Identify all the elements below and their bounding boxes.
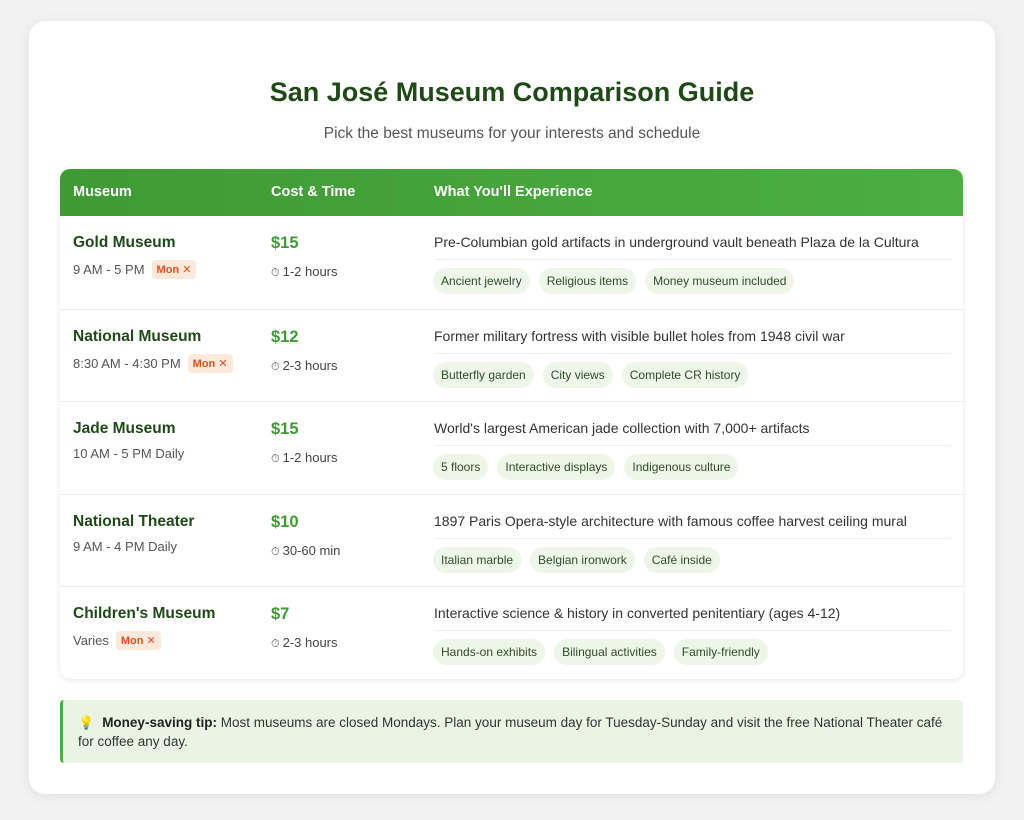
museum-cost: $15 <box>271 234 299 252</box>
experience-tag: Ancient jewelry <box>433 268 530 294</box>
experience-tag: Italian marble <box>433 547 521 573</box>
experience-tag: Indigenous culture <box>624 454 738 480</box>
museum-hours <box>73 354 233 373</box>
stopwatch-icon: ⏱ <box>271 453 280 466</box>
museum-hours <box>73 631 161 650</box>
experience-description: Former military fortress with visible bullet holes from 1948 civil war <box>434 327 845 344</box>
stopwatch-icon: ⏱ <box>271 267 280 279</box>
table-body <box>60 216 963 679</box>
museum-name: Jade Museum <box>73 420 176 438</box>
hours-text: 9 AM - 4 PM Daily <box>73 538 178 554</box>
experience-description: World's largest American jade collection with 7,000+ artifacts <box>434 420 810 437</box>
experience-tags <box>433 547 720 573</box>
header-museum: Museum <box>73 184 132 200</box>
row-divider <box>434 538 951 539</box>
hours-text: 10 AM - 5 PM Daily <box>73 446 185 462</box>
museum-duration <box>271 358 338 374</box>
experience-tag: Hands-on exhibits <box>433 639 545 665</box>
museum-cost: $12 <box>271 327 299 346</box>
row-divider <box>434 630 951 631</box>
museum-name: Children's Museum <box>73 605 216 623</box>
row-divider <box>434 353 951 354</box>
stopwatch-icon: ⏱ <box>271 638 280 651</box>
experience-tag: Butterfly garden <box>433 362 534 388</box>
experience-tags <box>433 639 768 665</box>
museum-hours <box>73 446 184 461</box>
table-row <box>60 216 963 309</box>
duration-text: 1-2 hours <box>282 264 338 279</box>
experience-tag: Money museum included <box>645 268 794 294</box>
duration-text: 30-60 min <box>282 542 341 558</box>
museum-name: Gold Museum <box>73 234 176 251</box>
money-saving-tip <box>60 700 963 763</box>
closed-badge: Mon ✕ <box>116 631 161 650</box>
experience-description: Pre-Columbian gold artifacts in underground vault beneath Plaza de la Cultura <box>434 234 919 250</box>
duration-text: 2-3 hours <box>282 635 338 651</box>
experience-description: 1897 Paris Opera-style architecture with famous coffee harvest ceiling mural <box>434 512 907 529</box>
museum-cost: $15 <box>271 420 299 439</box>
header-experience: What You'll Experience <box>434 184 593 200</box>
row-divider <box>434 259 951 260</box>
stopwatch-icon: ⏱ <box>271 545 280 558</box>
experience-tag: City views <box>543 362 613 388</box>
museum-duration <box>271 543 340 559</box>
row-divider <box>434 445 951 446</box>
hours-text: Varies <box>73 633 109 649</box>
guide-card <box>29 21 995 794</box>
experience-description: Interactive science & history in converted penitentiary (ages 4-12) <box>434 605 841 622</box>
table-row <box>60 494 963 587</box>
table-row <box>60 309 963 402</box>
experience-tag: Café inside <box>644 547 720 573</box>
experience-tag: 5 floors <box>433 454 488 480</box>
closed-badge: Mon ✕ <box>152 260 197 279</box>
table-header <box>60 169 963 216</box>
header-cost-time: Cost & Time <box>271 184 356 200</box>
table-row <box>60 586 963 679</box>
tip-text: Most museums are closed Mondays. Plan your museum day for Tuesday-Sunday and visit the free National Theater café for coffee any day. <box>78 715 943 749</box>
duration-text: 1-2 hours <box>282 450 338 466</box>
museum-duration <box>271 450 338 466</box>
hours-text: 9 AM - 5 PM <box>73 262 145 277</box>
experience-tag: Interactive displays <box>497 454 615 480</box>
hours-text: 8:30 AM - 4:30 PM <box>73 355 181 371</box>
table-row <box>60 401 963 494</box>
tip-label: Money-saving tip: <box>102 715 217 730</box>
museum-hours <box>73 260 196 279</box>
museum-hours <box>73 539 177 554</box>
page-title: San José Museum Comparison Guide <box>269 77 755 107</box>
museum-table <box>60 169 963 679</box>
experience-tags <box>433 268 794 294</box>
museum-cost: $10 <box>271 512 299 531</box>
experience-tag: Family-friendly <box>674 639 768 665</box>
museum-name: National Theater <box>73 512 195 530</box>
museum-cost: $7 <box>271 605 290 624</box>
museum-duration <box>271 635 338 651</box>
closed-badge: Mon ✕ <box>188 354 233 373</box>
experience-tags <box>433 362 748 388</box>
page-subtitle: Pick the best museums for your interests and schedule <box>323 125 701 142</box>
stopwatch-icon: ⏱ <box>271 360 280 373</box>
experience-tag: Complete CR history <box>622 362 749 388</box>
experience-tag: Bilingual activities <box>554 639 665 665</box>
museum-name: National Museum <box>73 327 202 345</box>
experience-tags <box>433 454 738 480</box>
duration-text: 2-3 hours <box>282 357 338 373</box>
museum-duration <box>271 264 338 280</box>
experience-tag: Belgian ironwork <box>530 547 635 573</box>
experience-tag: Religious items <box>539 268 636 294</box>
lightbulb-icon: 💡 <box>78 715 95 730</box>
